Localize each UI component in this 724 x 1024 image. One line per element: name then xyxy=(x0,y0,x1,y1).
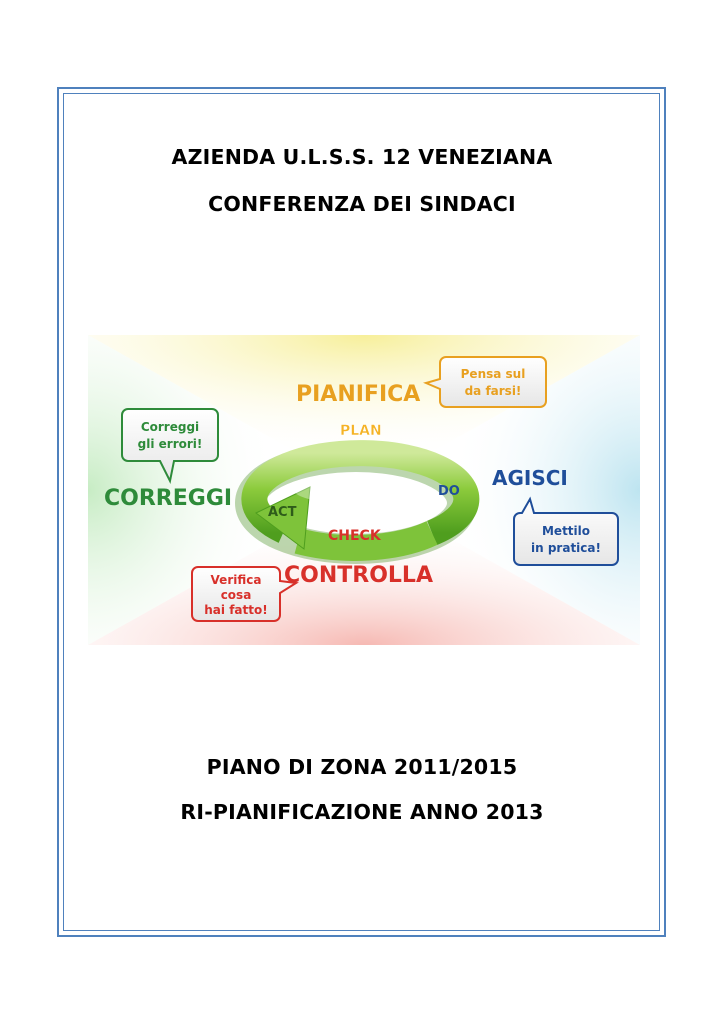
do-step-label: DO xyxy=(438,484,460,499)
pdca-diagram xyxy=(88,335,640,645)
do-phase-label: AGISCI xyxy=(492,466,568,490)
title-line-2: CONFERENZA DEI SINDACI xyxy=(208,192,516,216)
do-bubble-line-2: in pratica! xyxy=(531,541,601,555)
act-step-label: ACT xyxy=(268,505,297,520)
plan-phase-label: PIANIFICA xyxy=(296,382,421,407)
title-line-1: AZIENDA U.L.S.S. 12 VENEZIANA xyxy=(171,145,553,169)
act-bubble-line-2: gli errori! xyxy=(137,437,203,451)
check-speech-bubble xyxy=(192,567,296,621)
act-phase-label: CORREGGI xyxy=(104,486,233,511)
act-bubble-line-1: Correggi xyxy=(140,420,200,434)
pdca-diagram-svg xyxy=(88,335,640,645)
check-bubble-line-2: cosa xyxy=(220,588,252,602)
check-phase-label: CONTROLLA xyxy=(284,563,433,588)
plan-bubble-line-2: da farsi! xyxy=(464,384,522,398)
check-bubble-line-1: Verifica xyxy=(210,573,262,587)
plan-speech-bubble xyxy=(426,357,546,407)
subtitle-line-1: PIANO DI ZONA 2011/2015 xyxy=(206,755,518,779)
do-bubble-line-1: Mettilo xyxy=(541,524,591,538)
plan-bubble-line-1: Pensa sul xyxy=(460,367,526,381)
check-step-label: CHECK xyxy=(328,528,381,544)
subtitle-line-2: RI-PIANIFICAZIONE ANNO 2013 xyxy=(180,800,544,824)
check-bubble-line-3: hai fatto! xyxy=(204,603,268,617)
plan-step-label: PLAN xyxy=(340,423,382,439)
